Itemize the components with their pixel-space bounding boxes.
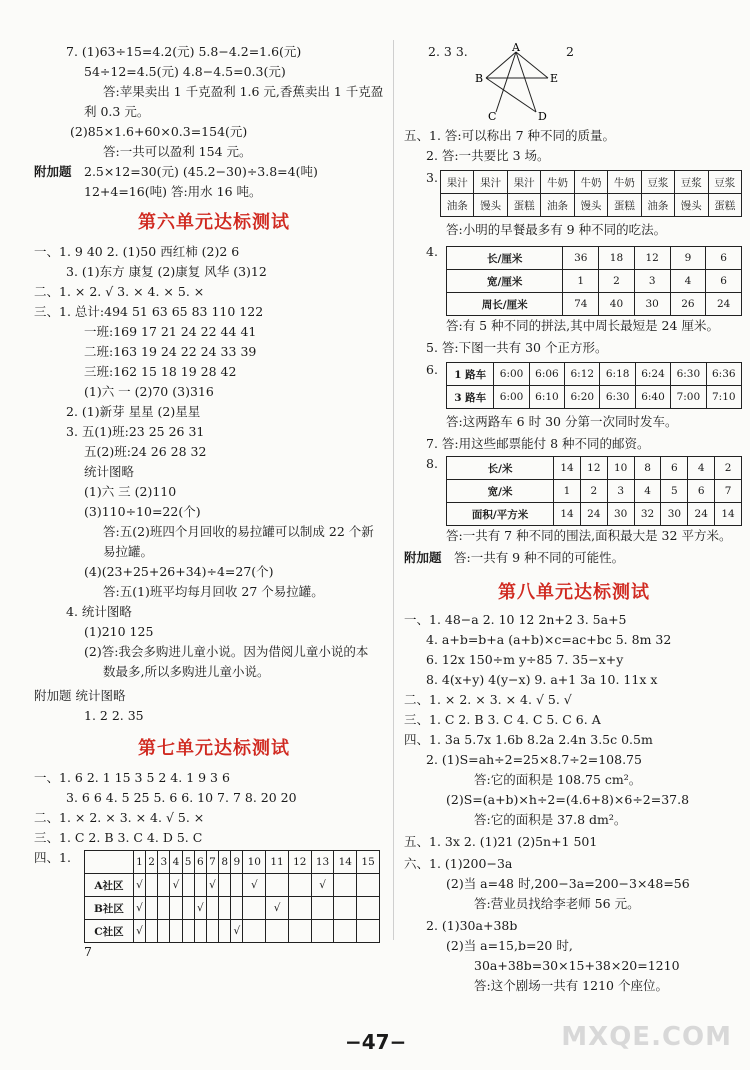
table-cell: 30	[661, 503, 688, 526]
bonus-label: 附加题	[404, 550, 442, 565]
section-title-unit6: 第六单元达标测试	[138, 212, 290, 233]
node-e-label: E	[550, 72, 559, 85]
section-title-unit7: 第七单元达标测试	[138, 738, 290, 759]
table-cell	[334, 920, 357, 943]
table-cell: 面积/平方米	[447, 503, 554, 526]
table-row	[447, 363, 742, 386]
text-line: 答:这两路车 6 时 30 分第一次同时发车。	[446, 414, 678, 429]
table-cell	[334, 897, 357, 920]
table-cell: 40	[599, 293, 635, 316]
table-cell: 2	[580, 480, 607, 503]
table-cell: √	[231, 920, 243, 943]
table-cell: 1	[554, 480, 581, 503]
text-line: 答:营业员找给李老师 56 元。	[474, 896, 640, 911]
table-row	[447, 480, 742, 503]
table-cell: 10	[607, 457, 634, 480]
table-cell: 周长/厘米	[447, 293, 563, 316]
table-cell: 2	[715, 457, 742, 480]
table-cell: 30	[634, 293, 670, 316]
text-line: 三、1. 总计:494 51 63 65 83 110 122	[34, 304, 264, 319]
table-cell: 12	[288, 851, 311, 874]
table-cell: 6:00	[494, 386, 529, 409]
table-cell	[357, 920, 380, 943]
table-cell: 26	[670, 293, 706, 316]
table-cell: 油条	[541, 194, 574, 217]
table-cell: 1	[133, 851, 145, 874]
text-line: 五、1. 3x 2. (1)21 (2)5n+1 501	[404, 834, 598, 849]
text-line: 8. 4(x+y) 4(y−x) 9. a+1 3a 10. 11x x	[426, 672, 658, 687]
table-cell: √	[133, 897, 145, 920]
table-cell	[182, 874, 194, 897]
text-line: 8.	[426, 456, 438, 471]
table-cell: 7	[715, 480, 742, 503]
rectangle-table	[446, 246, 742, 316]
table-cell: 宽/米	[447, 480, 554, 503]
table-cell: 15	[357, 851, 380, 874]
table-cell	[194, 874, 206, 897]
text-line: 2. (1)S=ah÷2=25×8.7÷2=108.75	[426, 752, 642, 767]
breakfast-table	[440, 170, 742, 217]
table-cell: 6:18	[600, 363, 635, 386]
text-line: 一、1. 48−a 2. 10 12 2n+2 3. 5a+5	[404, 612, 627, 627]
table-cell: 24	[706, 293, 742, 316]
table-cell: 14	[715, 503, 742, 526]
node-b-label: B	[475, 72, 484, 85]
table-cell: 7:10	[706, 386, 741, 409]
text-line: (2)85×1.6+60×0.3=154(元)	[70, 124, 248, 139]
text-line: 答:一共有 7 种不同的围法,面积最大是 32 平方米。	[446, 528, 732, 543]
node-a-label: A	[512, 41, 520, 54]
table-cell: 6:06	[529, 363, 564, 386]
table-cell: 6:24	[635, 363, 670, 386]
table-cell: 2	[146, 851, 158, 874]
fence-area-table	[446, 456, 742, 526]
text-line: 统计图略	[84, 464, 135, 479]
table-row	[447, 457, 742, 480]
text-line: 5. 答:下图一共有 30 个正方形。	[426, 340, 608, 355]
table-cell: 7:00	[671, 386, 706, 409]
bonus-label: 附加题	[34, 164, 72, 179]
table-cell	[231, 897, 243, 920]
text-line: 五(2)班:24 26 28 32	[84, 444, 207, 459]
table-cell: 6	[194, 851, 206, 874]
table-cell	[357, 874, 380, 897]
text-line: (1)六 三 (2)110	[84, 484, 177, 499]
text-line: 六、1. (1)200−3a	[404, 856, 513, 871]
table-cell	[243, 920, 266, 943]
table-cell: 1 路车	[447, 363, 494, 386]
table-cell: √	[243, 874, 266, 897]
table-row	[85, 897, 380, 920]
table-cell	[206, 920, 218, 943]
text-line: 答:苹果卖出 1 千克盈利 1.6 元,香蕉卖出 1 千克盈	[103, 84, 384, 99]
table-cell: √	[194, 897, 206, 920]
text-line: 答:一共有 9 种不同的可能性。	[454, 550, 625, 565]
text-line: 三班:162 15 18 19 28 42	[84, 364, 237, 379]
text-line: 7. 答:用这些邮票能付 8 种不同的邮资。	[426, 436, 650, 451]
table-cell: √	[311, 874, 334, 897]
table-cell	[158, 874, 170, 897]
table-cell	[357, 897, 380, 920]
table-cell	[146, 920, 158, 943]
text-line: 30a+38b=30×15+38×20=1210	[474, 958, 680, 973]
table-row	[447, 247, 742, 270]
table-cell: 6:00	[494, 363, 529, 386]
text-line: 一、1. 6 2. 1 15 3 5 2 4. 1 9 3 6	[34, 770, 230, 785]
table-cell: 6:20	[565, 386, 600, 409]
table-row	[85, 874, 380, 897]
table-cell: 馒头	[474, 194, 507, 217]
table-cell: √	[170, 874, 182, 897]
table-row	[447, 386, 742, 409]
table-cell	[334, 874, 357, 897]
table-cell: 24	[688, 503, 715, 526]
table-cell: 9	[231, 851, 243, 874]
table-cell	[170, 897, 182, 920]
text-line: 答:这个剧场一共有 1210 个座位。	[474, 978, 668, 993]
text-line: 7. (1)63÷15=4.2(元) 5.8−4.2=1.6(元)	[66, 44, 302, 59]
table-cell: 36	[563, 247, 599, 270]
table-cell: 果汁	[474, 171, 507, 194]
column-divider	[393, 40, 394, 940]
table-cell: 74	[563, 293, 599, 316]
text-line: 2. (1)新芽 星星 (2)星星	[66, 404, 201, 419]
table-cell	[85, 851, 134, 874]
table-cell: 4	[634, 480, 661, 503]
text-line: 二、1. × 2. × 3. × 4. √ 5. √	[404, 692, 572, 707]
table-cell	[266, 920, 289, 943]
table-row	[447, 270, 742, 293]
table-cell	[266, 874, 289, 897]
table-cell: 牛奶	[541, 171, 574, 194]
table-cell: 宽/厘米	[447, 270, 563, 293]
table-cell: 蛋糕	[708, 194, 742, 217]
table-cell: 3	[634, 270, 670, 293]
text-line: 答:五(2)班四个月回收的易拉罐可以制成 22 个新	[103, 524, 374, 539]
table-cell	[182, 920, 194, 943]
text-line: 2. 3 3.	[428, 44, 468, 59]
table-cell: 11	[266, 851, 289, 874]
table-cell: 9	[670, 247, 706, 270]
text-line: 三、1. C 2. B 3. C 4. D 5. C	[34, 830, 203, 845]
table-row	[447, 293, 742, 316]
table-cell: 2	[599, 270, 635, 293]
bus-schedule-table	[446, 362, 742, 409]
table-cell: 12	[580, 457, 607, 480]
text-line: 6. 12x 150÷m y÷85 7. 35−x+y	[426, 652, 624, 667]
node-d-label: D	[538, 110, 547, 122]
text-line: 3. 6 6 4. 5 25 5. 6 6. 10 7. 7 8. 20 20	[66, 790, 297, 805]
table-cell	[219, 920, 231, 943]
table-cell	[311, 897, 334, 920]
table-cell: 蛋糕	[608, 194, 641, 217]
text-line: (2)当 a=48 时,200−3a=200−3×48=56	[446, 876, 690, 891]
table-cell: 14	[554, 457, 581, 480]
table-cell: A社区	[85, 874, 134, 897]
text-line: 五、1. 答:可以称出 7 种不同的质量。	[404, 128, 616, 143]
table-cell: 6:30	[600, 386, 635, 409]
table-cell: 牛奶	[574, 171, 607, 194]
table-cell: 果汁	[441, 171, 474, 194]
table-cell: √	[133, 920, 145, 943]
text-line: (3)110÷10=22(个)	[84, 504, 201, 519]
text-line: (2)S=(a+b)×h÷2=(4.6+8)×6÷2=37.8	[446, 792, 690, 807]
text-line: (1)六 一 (2)70 (3)316	[84, 384, 214, 399]
table-cell: 32	[634, 503, 661, 526]
text-line: 3. (1)东方 康复 (2)康复 风华 (3)12	[66, 264, 267, 279]
table-cell: 豆浆	[641, 171, 674, 194]
text-line: (2)当 a=15,b=20 时,	[446, 938, 573, 953]
table-cell: 4	[670, 270, 706, 293]
table-cell: 30	[607, 503, 634, 526]
table-cell: 6:40	[635, 386, 670, 409]
table-cell	[158, 920, 170, 943]
text-line: 6.	[426, 362, 438, 377]
table-cell: 6:30	[671, 363, 706, 386]
text-line: (4)(23+25+26+34)÷4=27(个)	[84, 564, 274, 579]
text-line: 数最多,所以多购进儿童小说。	[103, 664, 270, 679]
table-cell: √	[133, 874, 145, 897]
table-cell: 6:12	[565, 363, 600, 386]
text-line: 4. 统计图略	[66, 604, 132, 619]
text-line: 答:它的面积是 37.8 dm²。	[474, 812, 627, 827]
node-c-label: C	[488, 110, 497, 122]
text-line: (1)210 125	[84, 624, 154, 639]
text-line: 二、1. × 2. √ 3. × 4. × 5. ×	[34, 284, 205, 299]
text-line: 12+4=16(吨) 答:用水 16 吨。	[84, 184, 262, 199]
table-cell: √	[266, 897, 289, 920]
table-row	[441, 194, 742, 217]
table-cell: 油条	[441, 194, 474, 217]
table-cell: 长/米	[447, 457, 554, 480]
table-cell	[146, 897, 158, 920]
table-cell	[206, 897, 218, 920]
table-cell: B社区	[85, 897, 134, 920]
edge-bd	[486, 78, 536, 112]
text-line: 1. 2 2. 35	[84, 708, 144, 723]
page-number: −47−	[345, 1030, 407, 1054]
text-line: 3. 五(1)班:23 25 26 31	[66, 424, 205, 439]
table-cell: C社区	[85, 920, 134, 943]
graph-diagram	[470, 40, 580, 122]
table-cell: 4	[170, 851, 182, 874]
table-cell: 蛋糕	[507, 194, 540, 217]
table-cell: 3	[158, 851, 170, 874]
text-line: (2)答:我会多购进儿童小说。因为借阅儿童小说的本	[84, 644, 369, 659]
text-line: 2. (1)30a+38b	[426, 918, 518, 933]
table-cell	[288, 874, 311, 897]
table-cell: 7	[206, 851, 218, 874]
table-cell	[219, 874, 231, 897]
table-cell: 8	[219, 851, 231, 874]
table-cell: 14	[554, 503, 581, 526]
table-cell	[158, 897, 170, 920]
text-line: 2. 答:一共要比 3 场。	[426, 148, 550, 163]
table-cell: 10	[243, 851, 266, 874]
table-cell	[231, 874, 243, 897]
table-cell	[311, 920, 334, 943]
text-line: 二班:163 19 24 22 24 33 39	[84, 344, 257, 359]
table-cell: 14	[334, 851, 357, 874]
community-schedule-table	[84, 850, 380, 943]
table-cell: 豆浆	[675, 171, 708, 194]
text-line: 7	[84, 944, 92, 959]
table-cell: 3	[607, 480, 634, 503]
text-line: 答:五(1)班平均每月回收 27 个易拉罐。	[103, 584, 324, 599]
table-cell: 馒头	[675, 194, 708, 217]
table-cell: 油条	[641, 194, 674, 217]
table-cell: 5	[182, 851, 194, 874]
table-cell: 豆浆	[708, 171, 742, 194]
table-cell	[219, 897, 231, 920]
table-cell: 牛奶	[608, 171, 641, 194]
text-line: 4.	[426, 244, 438, 259]
text-line: 易拉罐。	[103, 544, 154, 559]
table-cell: 6	[688, 480, 715, 503]
table-row	[85, 851, 380, 874]
table-cell	[182, 897, 194, 920]
table-cell	[146, 874, 158, 897]
table-cell: 8	[634, 457, 661, 480]
table-cell: 6:36	[706, 363, 741, 386]
table-cell	[288, 897, 311, 920]
section-title-unit8: 第八单元达标测试	[498, 582, 650, 603]
table-cell: 果汁	[507, 171, 540, 194]
table-cell	[170, 920, 182, 943]
text-line: 一、1. 9 40 2. (1)50 西红柿 (2)2 6	[34, 244, 240, 259]
table-cell: 6:10	[529, 386, 564, 409]
table-row	[85, 920, 380, 943]
table-cell: 4	[688, 457, 715, 480]
edge-ad	[516, 52, 536, 112]
table-cell	[194, 920, 206, 943]
text-line: 四、1. 3a 5.7x 1.6b 8.2a 2.4n 3.5c 0.5m	[404, 732, 653, 747]
table-cell: 13	[311, 851, 334, 874]
text-line: 利 0.3 元。	[84, 104, 150, 119]
text-line: 答:它的面积是 108.75 cm²。	[474, 772, 642, 787]
text-line: 答:小明的早餐最多有 9 种不同的吃法。	[446, 222, 667, 237]
text-line: 2	[566, 44, 574, 59]
text-line: 附加题 统计图略	[34, 688, 126, 703]
text-line: 答:一共可以盈利 154 元。	[103, 144, 252, 159]
text-line: 三、1. C 2. B 3. C 4. C 5. C 6. A	[404, 712, 601, 727]
table-cell: 1	[563, 270, 599, 293]
table-cell	[243, 897, 266, 920]
watermark: MXQE.COM	[561, 1022, 732, 1052]
table-cell	[288, 920, 311, 943]
text-line: 一班:169 17 21 24 22 44 41	[84, 324, 257, 339]
table-cell: 12	[634, 247, 670, 270]
table-cell: 18	[599, 247, 635, 270]
table-row	[441, 171, 742, 194]
table-cell: 6	[706, 270, 742, 293]
table-cell: 3 路车	[447, 386, 494, 409]
text-line: 2.5×12=30(元) (45.2−30)÷3.8=4(吨)	[84, 164, 318, 179]
text-line: 54÷12=4.5(元) 4.8−4.5=0.3(元)	[84, 64, 286, 79]
table-cell: 5	[661, 480, 688, 503]
text-line: 四、1.	[34, 850, 71, 865]
text-line: 二、1. × 2. × 3. × 4. √ 5. ×	[34, 810, 205, 825]
table-cell: 馒头	[574, 194, 607, 217]
table-cell: 长/厘米	[447, 247, 563, 270]
text-line: 3.	[426, 170, 438, 185]
text-line: 答:有 5 种不同的拼法,其中周长最短是 24 厘米。	[446, 318, 719, 333]
table-cell: √	[206, 874, 218, 897]
table-cell: 6	[661, 457, 688, 480]
table-cell: 6	[706, 247, 742, 270]
text-line: 4. a+b=b+a (a+b)×c=ac+bc 5. 8m 32	[426, 632, 672, 647]
table-cell: 24	[580, 503, 607, 526]
table-row	[447, 503, 742, 526]
